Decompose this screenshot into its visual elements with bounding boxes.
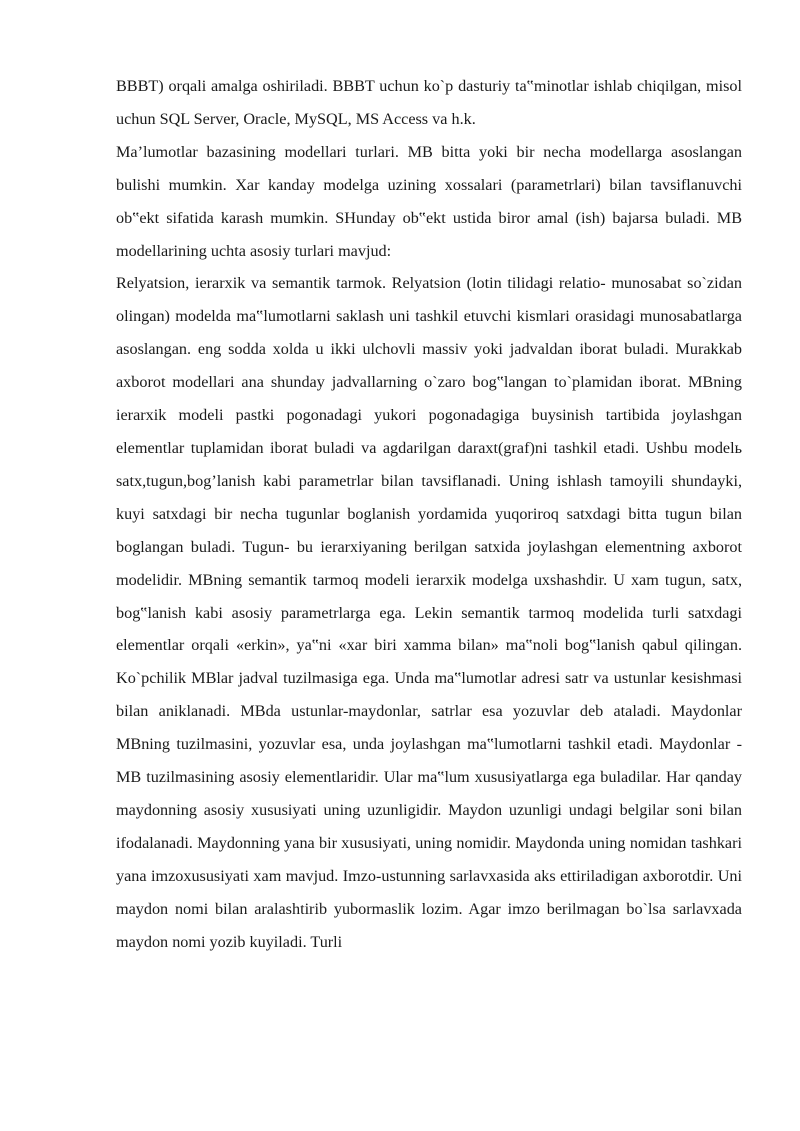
document-page [116, 70, 742, 958]
paragraph-relational-hierarchical-semantic: Relyatsion, ierarxik va semantik tarmok. Relyatsion (lotin tilidagi relatio- munosabat so`zidan olingan) modelda ma‟lumotlarni saklash uni tashkil etuvchi kismlari orasidagi munosabatlarga asoslangan. eng sodda xolda u ikki ulchovli massiv yoki jadvaldan iborat buladi. Murakkab axborot modellari ana shunday jadvallarning o`zaro bog‟langan to`plamidan iborat. MBning ierarxik modeli pastki pogonadagi yukori pogonadagiga buysinish tartibida joylashgan elementlar tuplamidan iborat buladi va agdarilgan daraxt(graf)ni tashkil etadi. Ushbu modelь satx,tugun,bog’lanish kabi parametrlar bilan tavsiflanadi. Uning ishlash tamoyili shundayki, kuyi satxdagi bir necha tugunlar boglanish yordamida yuqoriroq satxdagi bitta tugun bilan boglangan buladi. Tugun- bu ierarxiyaning berilgan satxida joylashgan elementning axborot modelidir. MBning semantik tarmoq modeli ierarxik modelga uxshashdir. U xam tugun, satx, bog‟lanish kabi asosiy parametrlarga ega. Lekin semantik tarmoq modelida turli satxdagi elementlar orqali «erkin», ya‟ni «xar biri xamma bilan» ma‟noli bog‟lanish qabul qilingan. Ko`pchilik MBlar jadval tuzilmasiga ega. Unda ma‟lumotlar adresi satr va ustunlar kesishmasi bilan aniklanadi. MBda ustunlar-maydonlar, satrlar esa yozuvlar deb ataladi. Maydonlar MBning tuzilmasini, yozuvlar esa, unda joylashgan ma‟lumotlarni tashkil etadi. Maydonlar - MB tuzilmasining asosiy elementlaridir. Ular ma‟lum xususiyatlarga ega buladilar. Har qanday maydonning asosiy xususiyati uning uzunligidir. Maydon uzunligi undagi belgilar soni bilan ifodalanadi. Maydonning yana bir xususiyati, uning nomidir. Maydonda uning nomidan tashkari yana imzoxususiyati xam mavjud. Imzo-ustunning sarlavxasida aks ettiriladigan axborotdir. Uni maydon nomi bilan aralashtirib yubormaslik lozim. Agar imzo berilmagan bo`lsa sarlavxada maydon nomi yozib kuyiladi. Turli [116, 274, 742, 951]
paragraph-db-model-types: Ma’lumotlar bazasining modellari turlari. MB bitta yoki bir necha modellarga asoslangan bulishi mumkin. Xar kanday modelga uzining xossalari (parametrlari) bilan tavsiflanuvchi ob‟ekt sifatida karash mumkin. SHunday ob‟ekt ustida biror amal (ish) bajarsa buladi. MB modellarining uchta asosiy turlari mavjud: [116, 142, 742, 260]
paragraph-dbms-intro: BBBT) orqali amalga oshiriladi. BBBT uchun ko`p dasturiy ta‟minotlar ishlab chiqilgan, misol uchun SQL Server, Oracle, MySQL, MS Access va h.k. [116, 77, 742, 128]
